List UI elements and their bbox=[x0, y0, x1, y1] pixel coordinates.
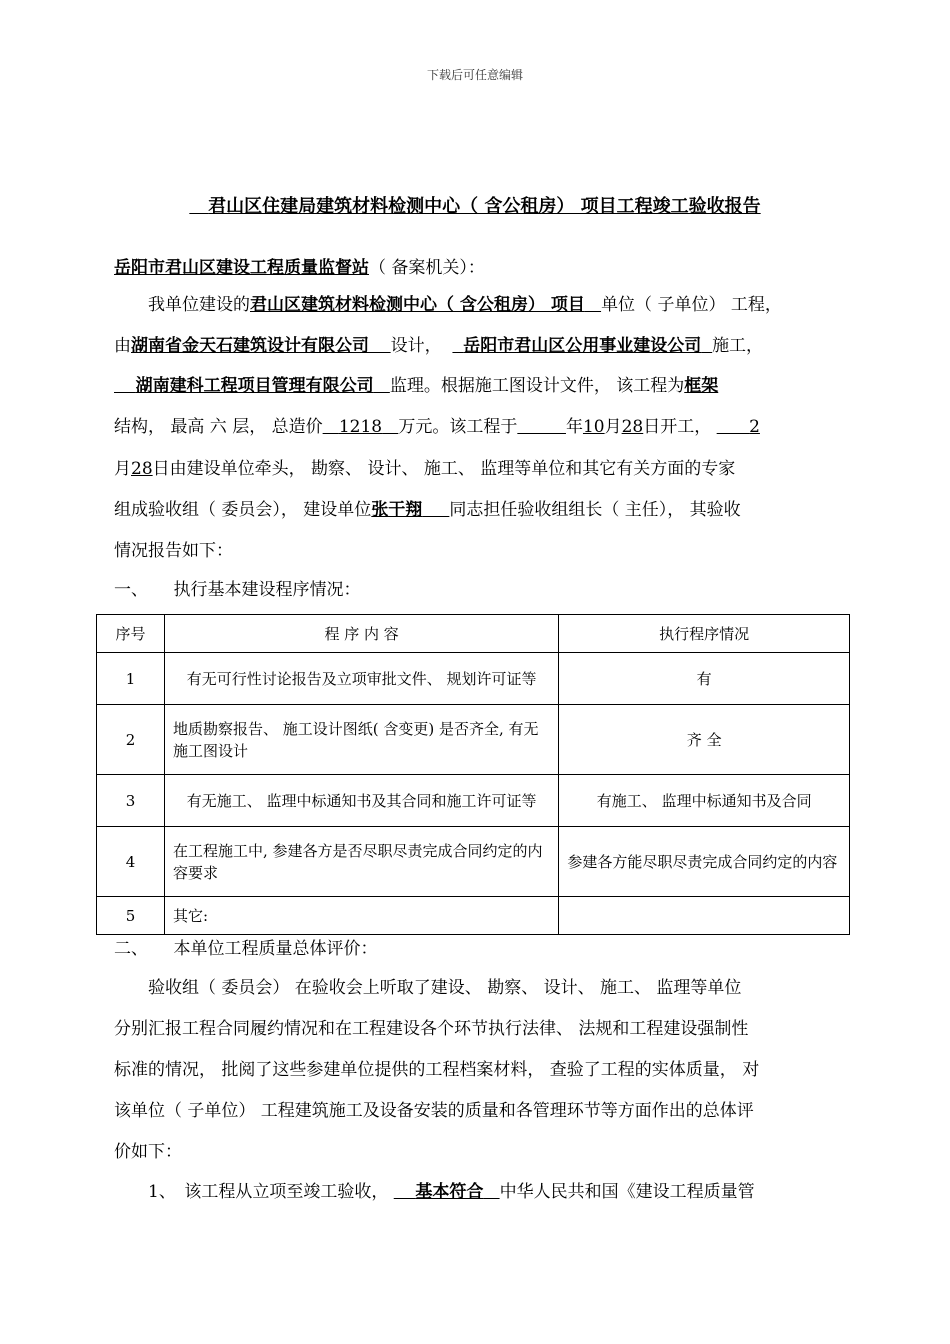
table-cell: 有 bbox=[559, 653, 850, 705]
start-day: 28 bbox=[621, 417, 644, 437]
report-title bbox=[0, 192, 950, 218]
table-cell: 其它: bbox=[164, 897, 558, 935]
builder-name: 岳阳市君山区公用事业建设公司 bbox=[463, 336, 702, 356]
end-month: 2 bbox=[749, 417, 760, 437]
text: 中华人民共和国《建设工程质量管 bbox=[499, 1182, 755, 1202]
supervisor-name: 湖南建科工程项目管理有限公司 bbox=[135, 376, 374, 396]
project-name: 君山区建筑材料检测中心（ 含公租房） 项目 bbox=[250, 295, 585, 315]
table-cell: 4 bbox=[97, 827, 165, 897]
title-text: 君山区住建局建筑材料检测中心（ 含公租房） 项目工程竣工验收报告 bbox=[208, 196, 761, 217]
end-day: 28 bbox=[131, 459, 153, 479]
table-cell: 3 bbox=[97, 775, 165, 827]
table-header: 序号 bbox=[97, 615, 165, 653]
table-row bbox=[97, 827, 850, 897]
text: 单位（ 子单位） 工程， bbox=[601, 295, 782, 315]
table-cell: 有无施工、 监理中标通知书及其合同和施工许可证等 bbox=[164, 775, 558, 827]
text: 监理。根据施工图设计文件， 该工程为 bbox=[389, 376, 685, 396]
table-cell: 有无可行性讨论报告及立项审批文件、 规划许可证等 bbox=[164, 653, 558, 705]
text: 设计， bbox=[390, 336, 442, 356]
addressee-line bbox=[114, 256, 854, 280]
table-row bbox=[97, 897, 850, 935]
para1-line5 bbox=[114, 457, 854, 481]
para1-line2 bbox=[114, 334, 854, 358]
table-row bbox=[97, 653, 850, 705]
text: 万元。该工程于 bbox=[398, 417, 518, 437]
designer-name: 湖南省金天石建筑设计有限公司 bbox=[131, 336, 369, 356]
text: 施工， bbox=[712, 336, 764, 356]
para1-line4 bbox=[114, 415, 854, 439]
page-header: 下载后可任意编辑 bbox=[426, 68, 523, 82]
para1-line3 bbox=[114, 374, 854, 398]
para1-line7: 情况报告如下： bbox=[114, 541, 233, 561]
para1-line6 bbox=[114, 498, 854, 522]
para2-line: 标准的情况， 批阅了这些参建单位提供的工程档案材料， 查验了工程的实体质量， 对 bbox=[114, 1060, 760, 1080]
table-cell: 有施工、 监理中标通知书及合同 bbox=[559, 775, 850, 827]
para2-line: 该单位（ 子单位） 工程建筑施工及设备安装的质量和各管理环节等方面作出的总体评 bbox=[114, 1101, 754, 1121]
text: 月 bbox=[604, 417, 622, 437]
text: 同志担任验收组组长（ 主任）， 其验收 bbox=[449, 500, 741, 520]
table-cell: 5 bbox=[97, 897, 165, 935]
total-cost: 1218 bbox=[338, 417, 383, 437]
text: 结构， 最高 六 层， 总造价 bbox=[114, 417, 323, 437]
text: 月 bbox=[114, 459, 131, 479]
addressee-org: 岳阳市君山区建设工程质量监督站 bbox=[114, 258, 369, 278]
table-header-row bbox=[97, 615, 850, 653]
table-row bbox=[97, 775, 850, 827]
compliance-value: 基本符合 bbox=[415, 1182, 484, 1202]
item1-line bbox=[114, 1180, 854, 1204]
table-cell: 在工程施工中, 参建各方是否尽职尽责完成合同约定的内容要求 bbox=[164, 827, 558, 897]
table-cell: 2 bbox=[97, 705, 165, 775]
start-month: 10 bbox=[582, 417, 605, 437]
text: 日由建设单位牵头， 勘察、 设计、 施工、 监理等单位和其它有关方面的专家 bbox=[152, 459, 736, 479]
table-header: 程 序 内 容 bbox=[164, 615, 558, 653]
text: 日开工， bbox=[643, 417, 712, 437]
table-cell: 地质勘察报告、 施工设计图纸( 含变更) 是否齐全, 有无施工图设计 bbox=[164, 705, 558, 775]
text: 年 bbox=[565, 417, 583, 437]
text: 1、 该工程从立项至竣工验收， bbox=[148, 1182, 389, 1202]
section1-heading: 一、 执行基本建设程序情况： bbox=[114, 580, 361, 600]
table-cell bbox=[559, 897, 850, 935]
leader-name: 张干翔 bbox=[371, 500, 423, 520]
table-row bbox=[97, 705, 850, 775]
table-cell: 齐 全 bbox=[559, 705, 850, 775]
addressee-suffix: （ 备案机关）： bbox=[369, 258, 485, 278]
text: 由 bbox=[114, 336, 131, 356]
para2-line: 价如下： bbox=[114, 1142, 182, 1162]
text: 组成验收组（ 委员会）， 建设单位 bbox=[114, 500, 372, 520]
text: 我单位建设的 bbox=[148, 295, 250, 315]
table-cell: 参建各方能尽职尽责完成合同约定的内容 bbox=[559, 827, 850, 897]
section2-heading: 二、 本单位工程质量总体评价： bbox=[114, 939, 378, 959]
para2-line: 分别汇报工程合同履约情况和在工程建设各个环节执行法律、 法规和工程建设强制性 bbox=[114, 1019, 749, 1039]
procedure-table bbox=[96, 614, 850, 935]
para2-line: 验收组（ 委员会） 在验收会上听取了建设、 勘察、 设计、 施工、 监理等单位 bbox=[148, 978, 742, 998]
table-header: 执行程序情况 bbox=[559, 615, 850, 653]
structure-type: 框架 bbox=[684, 376, 719, 396]
table-cell: 1 bbox=[97, 653, 165, 705]
para1-line1 bbox=[114, 293, 854, 317]
